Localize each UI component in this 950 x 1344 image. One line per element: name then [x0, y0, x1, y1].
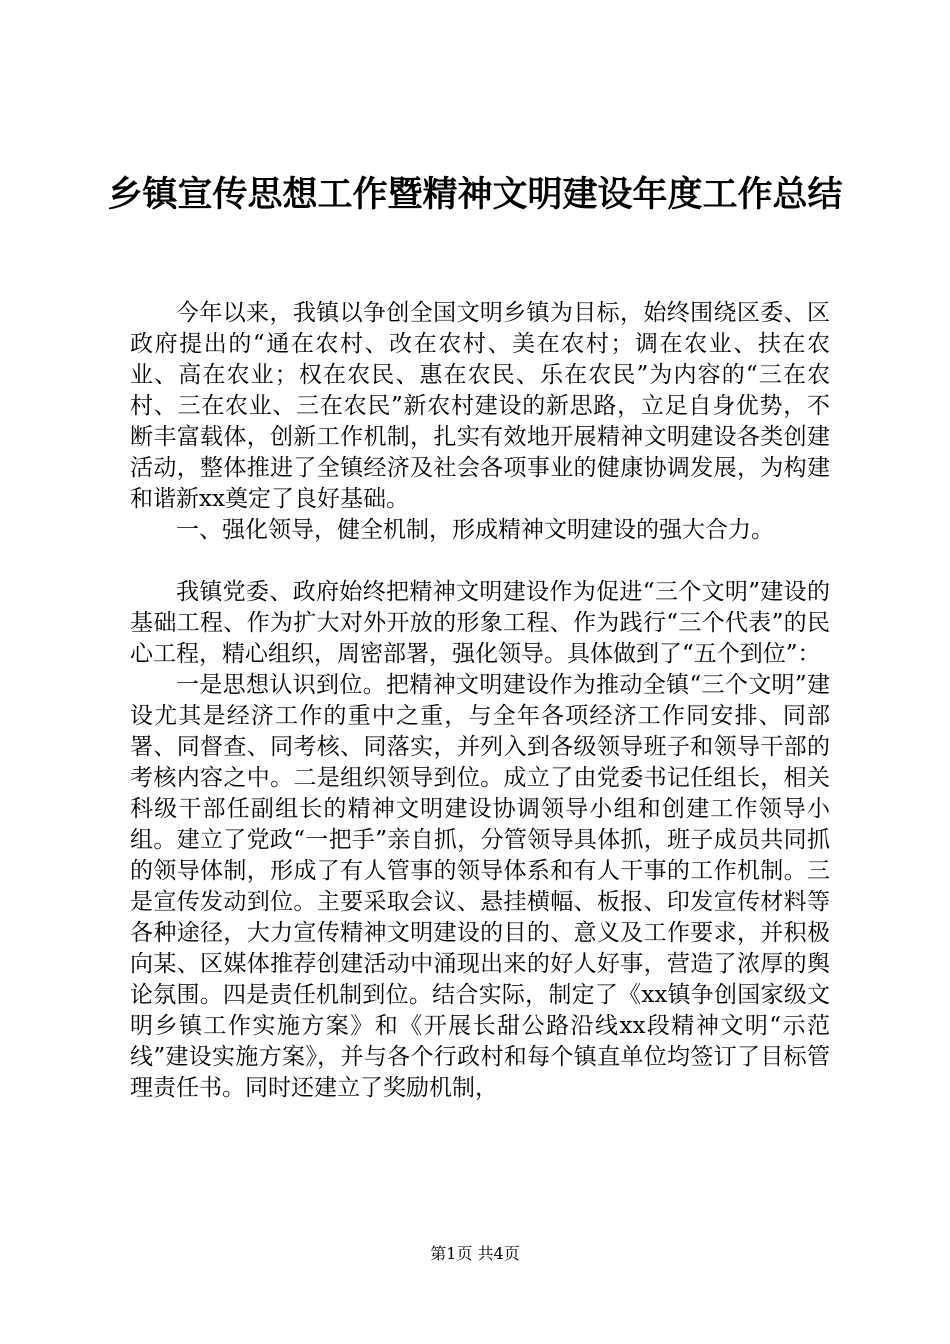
body-paragraph-five-measures: 一是思想认识到位。把精神文明建设作为推动全镇“三个文明”建设尤其是经济工作的重中之重，与全年各项经济工作同安排、同部署、同督查、同考核、同落实，并列入到各级领导班子和领导干部的考核内容之中。二是组织领导到位。成立了由党委书记任组长，相关科级干部任副组长的精神文明建设协调领导小组和创建工作领导小组。建立了党政“一把手”亲自抓，分管领导具体抓，班子成员共同抓的领导体制，形成了有人管事的领导体系和有人干事的工作机制。三是宣传发动到位。主要采取会议、悬挂横幅、板报、印发宣传材料等各种途径，大力宣传精神文明建设的目的、意义及工作要求，并积极向某、区媒体推荐创建活动中涌现出来的好人好事，营造了浓厚的舆论氛围。四是责任机制到位。结合实际，制定了《xx镇争创国家级文明乡镇工作实施方案》和《开展长甜公路沿线xx段精神文明“示范线”建设实施方案》，并与各个行政村和每个镇直单位均签订了目标管理责任书。同时还建立了奖励机制， [130, 672, 830, 1101]
body-paragraph-intro: 今年以来，我镇以争创全国文明乡镇为目标，始终围绕区委、区政府提出的“通在农村、改在农村、美在农村；调在农业、扶在农业、高在农业；权在农民、惠在农民、乐在农民”为内容的“三在农村、三在农业、三在农民”新农村建设的新思路，立足自身优势，不断丰富载体，创新工作机制，扎实有效地开展精神文明建设各类创建活动，整体推进了全镇经济及社会各项事业的健康协调发展，为构建和谐新xx奠定了良好基础。 [130, 300, 830, 512]
body-paragraph-leadership: 我镇党委、政府始终把精神文明建设作为促进“三个文明”建设的基础工程、作为扩大对外开放的形象工程、作为践行“三个代表”的民心工程，精心组织，周密部署，强化领导。具体做到了“五个到位”： [130, 579, 830, 667]
document-title: 乡镇宣传思想工作暨精神文明建设年度工作总结 [107, 175, 843, 215]
page-number-footer: 第1页 共4页 [430, 1244, 520, 1263]
document-body [130, 298, 830, 1104]
section-heading-1: 一、强化领导，健全机制，形成精神文明建设的强大合力。 [176, 517, 774, 543]
